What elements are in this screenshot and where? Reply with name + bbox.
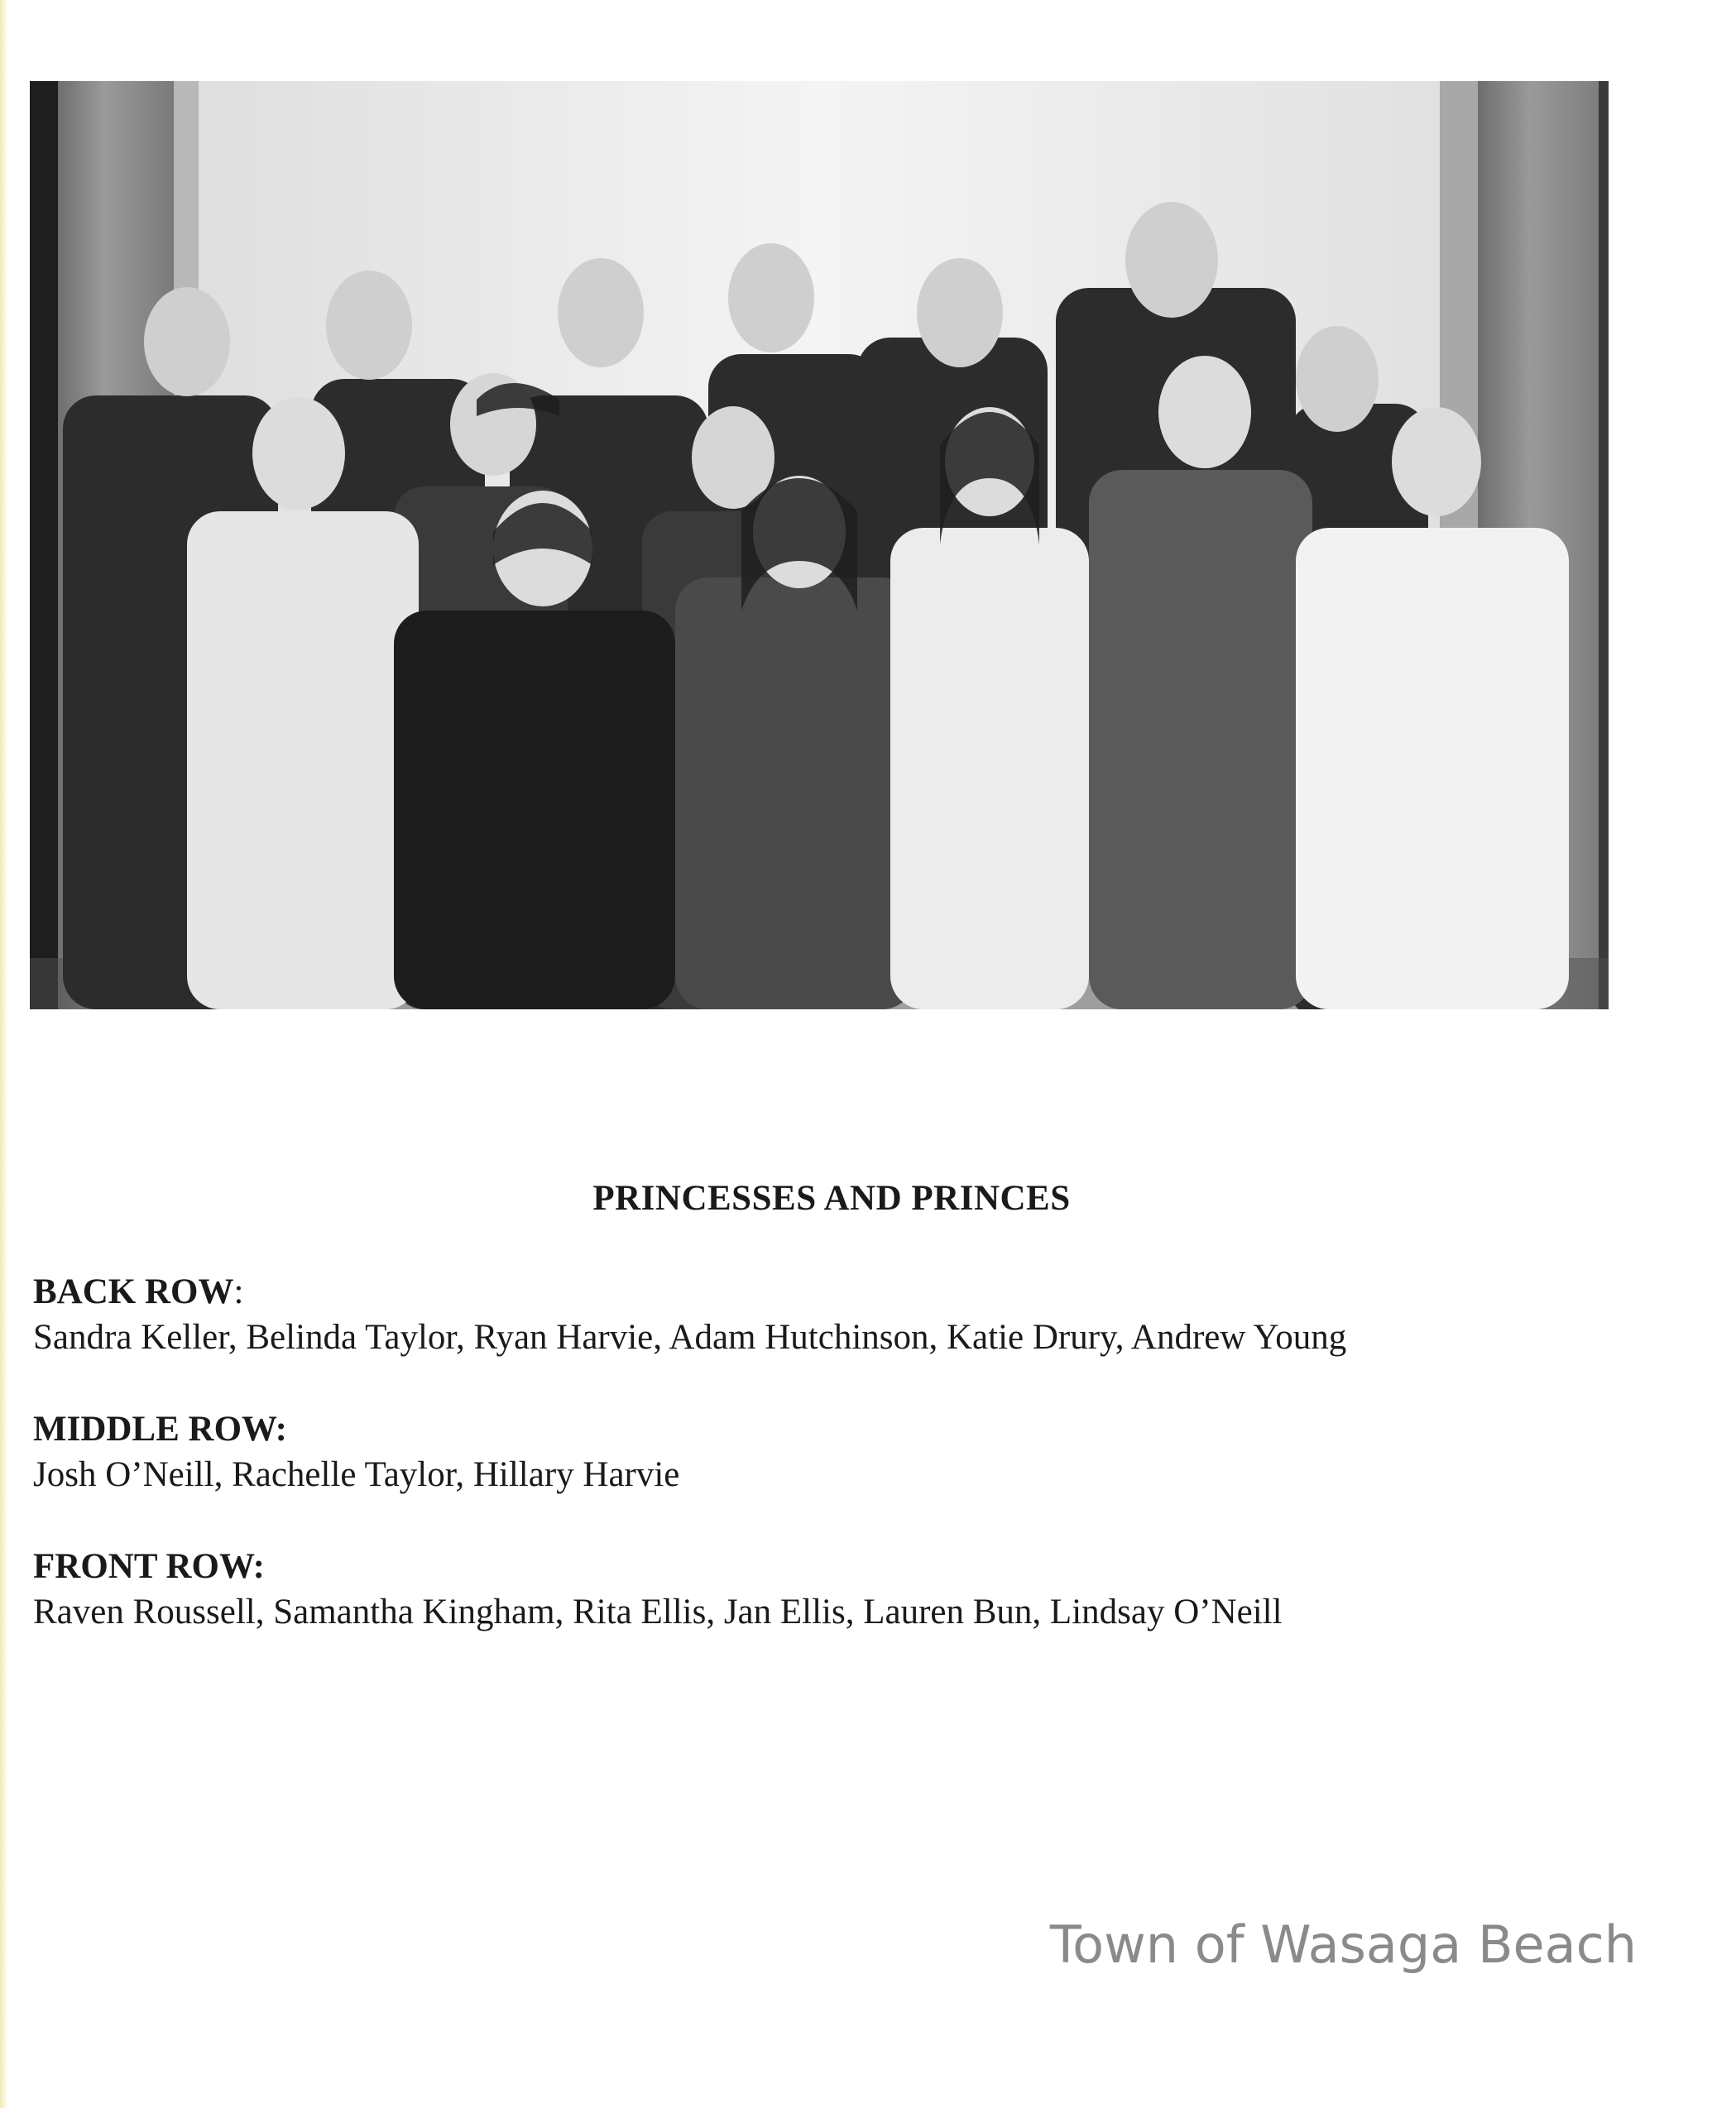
front-row-names: Raven Roussell, Samantha Kingham, Rita Ellis, Jan Ellis, Lauren Bun, Lindsay O’Neill	[33, 1593, 1283, 1631]
back-row-block	[33, 1271, 1346, 1362]
group-photo	[30, 81, 1609, 1009]
back-row-heading-colon: :	[233, 1272, 244, 1311]
middle-row-block	[33, 1408, 679, 1499]
watermark: Town of Wasaga Beach	[1049, 1914, 1637, 1975]
page-edge	[0, 0, 8, 2108]
front-row-heading: FRONT ROW:	[33, 1547, 265, 1586]
group-photo-icon	[30, 81, 1609, 1009]
back-row-heading	[33, 1271, 1346, 1314]
back-row-names: Sandra Keller, Belinda Taylor, Ryan Harvie, Adam Hutchinson, Katie Drury, Andrew Young	[33, 1318, 1347, 1357]
middle-row-heading: MIDDLE ROW:	[33, 1410, 287, 1449]
middle-row-names: Josh O’Neill, Rachelle Taylor, Hillary Harvie	[33, 1455, 680, 1494]
back-row-heading-text: BACK ROW	[33, 1272, 234, 1311]
caption-title: PRINCESSES AND PRINCES	[592, 1179, 1071, 1218]
front-row-block	[33, 1545, 1283, 1636]
